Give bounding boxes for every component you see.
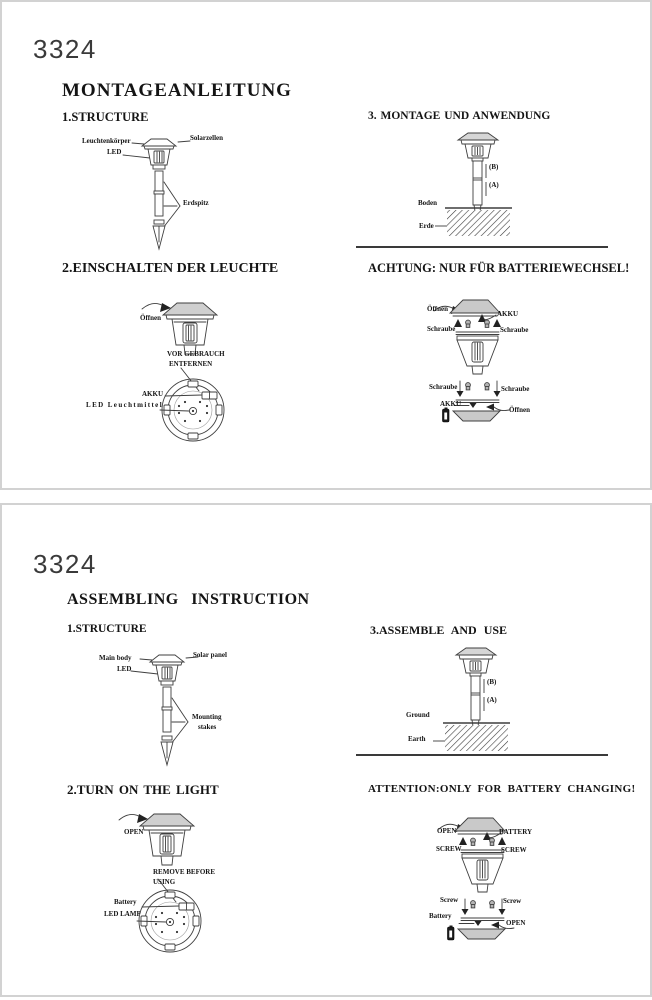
- label-open-top: OPEN: [437, 827, 457, 835]
- section-divider: [356, 754, 608, 756]
- label-remove-before-line2: USING: [153, 878, 176, 886]
- section-assemble-heading: 3.ASSEMBLE AND USE: [370, 623, 508, 637]
- assemble-diagram: [400, 645, 612, 757]
- lamp-in-ground-drawing: [433, 648, 510, 751]
- label-mounting-stake-line2: stakes: [198, 723, 217, 731]
- label-open: Öffnen: [140, 314, 161, 322]
- label-led-lamp: LED Leuchtmittel: [86, 401, 164, 409]
- label-ground: Ground: [406, 711, 430, 719]
- label-earth: Erde: [419, 222, 434, 230]
- label-battery: AKKU: [142, 390, 163, 398]
- label-battery-bottom: AKKU: [440, 400, 461, 408]
- turnon-diagram: [57, 807, 302, 965]
- label-remove-before-line1: REMOVE BEFORE: [153, 868, 216, 876]
- label-screw-bottom-left: Screw: [440, 896, 459, 904]
- label-led-lamp: LED LAMP: [104, 910, 141, 918]
- section-structure-heading: 1.STRUCTURE: [67, 623, 147, 635]
- label-screw-top-left: Schraube: [427, 325, 456, 333]
- label-battery-bottom: Battery: [429, 912, 452, 920]
- label-segment-b: (B): [487, 678, 497, 686]
- section-structure-heading: 1.STRUCTURE: [62, 110, 149, 124]
- label-ground: Boden: [418, 199, 438, 207]
- label-remove-before-line2: ENTFERNEN: [169, 360, 213, 368]
- product-code: 3324: [33, 34, 97, 64]
- label-open-bottom: Öffnen: [509, 406, 530, 414]
- section-divider: [356, 246, 608, 248]
- turnon-diagram: [80, 296, 325, 454]
- label-solar-panel: Solar panel: [193, 651, 227, 659]
- label-battery-top: BATTERY: [499, 828, 533, 836]
- label-open-top: Öffnen: [427, 305, 448, 313]
- label-remove-before-line1: VOR GEBRAUCH: [167, 350, 225, 358]
- label-open-bottom: OPEN: [506, 919, 526, 927]
- label-segment-b: (B): [489, 163, 499, 171]
- lamp-in-ground-drawing: [435, 133, 512, 236]
- assemble-diagram: [402, 130, 614, 242]
- label-lamp-body: Leuchtenkörper: [82, 137, 131, 145]
- label-mounting-stake-line1: Mounting: [192, 713, 222, 721]
- label-segment-a: (A): [487, 696, 497, 704]
- label-open: OPEN: [124, 828, 144, 836]
- section-turnon-heading: 2.TURN ON THE LIGHT: [67, 782, 219, 797]
- label-screw-bottom-right: Schraube: [501, 385, 530, 393]
- section-turnon-heading: 2.EINSCHALTEN DER LEUCHTE: [62, 261, 279, 276]
- label-solar-panel: Solarzellen: [190, 134, 224, 142]
- label-led: LED: [107, 148, 122, 156]
- label-lamp-body: Main body: [99, 654, 132, 662]
- product-code: 3324: [33, 549, 97, 579]
- label-battery: Battery: [114, 898, 137, 906]
- page-title: MONTAGEANLEITUNG: [62, 80, 292, 101]
- label-segment-a: (A): [489, 181, 499, 189]
- section-battery-heading: ATTENTION:ONLY FOR BATTERY CHANGING!: [368, 783, 636, 795]
- label-led: LED: [117, 665, 132, 673]
- label-screw-bottom-left: Schraube: [429, 383, 458, 391]
- label-earth: Earth: [408, 735, 426, 743]
- solar-lamp-drawing: [131, 655, 198, 765]
- label-screw-top-right: SCREW: [501, 846, 527, 854]
- open-lamp-and-bottom-view-drawing: [142, 303, 224, 441]
- solar-lamp-drawing: [123, 139, 190, 249]
- label-screw-top-right: Schraube: [500, 326, 529, 334]
- section-assemble-heading: 3. MONTAGE UND ANWENDUNG: [368, 110, 551, 122]
- label-mounting-stake: Erdspitz: [183, 199, 209, 207]
- page-title: ASSEMBLING INSTRUCTION: [67, 591, 310, 608]
- exploded-lamp-drawing: [439, 818, 514, 940]
- label-battery-top: AKKU: [497, 310, 518, 318]
- label-screw-bottom-right: Screw: [503, 897, 522, 905]
- label-screw-top-left: SCREW: [436, 845, 462, 853]
- section-battery-heading: ACHTUNG: NUR FÜR BATTERIEWECHSEL!: [368, 261, 630, 275]
